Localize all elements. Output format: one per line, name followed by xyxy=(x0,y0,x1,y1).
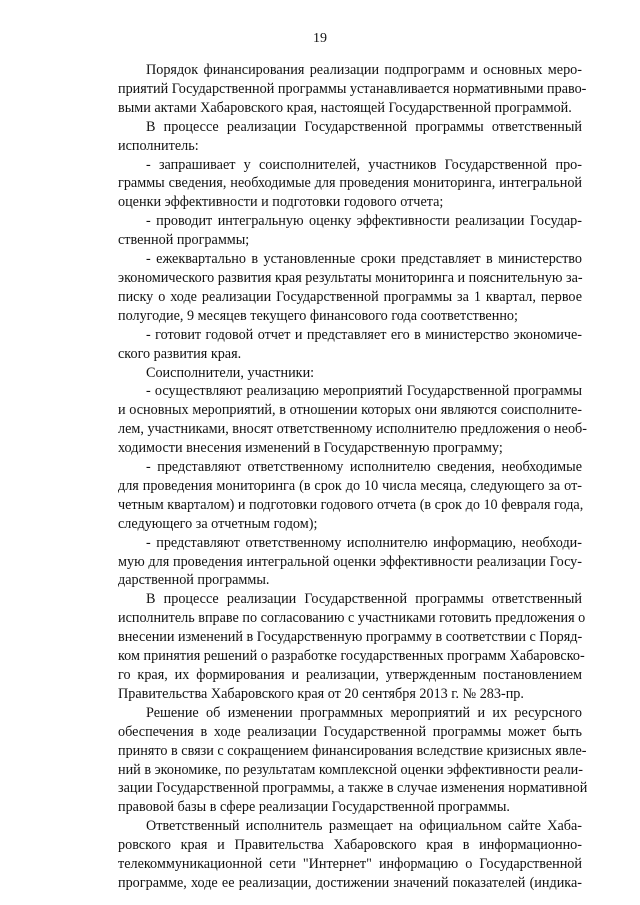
text-line: ского развития края. xyxy=(118,345,242,362)
paragraph xyxy=(118,458,582,534)
text-line: - ежеквартально в установленные сроки представляет в министерство xyxy=(146,251,582,268)
text-line: принято в связи с сокращением финансирования вследствие кризисных явле- xyxy=(118,742,587,759)
text-line: выми актами Хабаровского края, настоящей Государственной программой. xyxy=(118,99,572,116)
text-line: следующего за отчетным годом); xyxy=(118,515,318,532)
text-line: - готовит годовой отчет и представляет его в министерство экономиче- xyxy=(146,326,582,343)
text-line: - представляют ответственному исполнителю информацию, необходи- xyxy=(146,534,582,551)
paragraph xyxy=(118,250,582,326)
text-line: приятий Государственной программы устанавливается нормативными право- xyxy=(118,80,587,97)
text-line: - проводит интегральную оценку эффективности реализации Государ- xyxy=(146,213,582,230)
text-line: ком принятия решений о разработке государственных программ Хабаровско- xyxy=(118,648,585,665)
text-line: Порядок финансирования реализации подпрограмм и основных меро- xyxy=(146,62,582,78)
text-line: - осуществляют реализацию мероприятий Государственной программы xyxy=(146,383,582,400)
text-line: - представляют ответственному исполнителю сведения, необходимые xyxy=(146,459,582,476)
text-line: ходимости внесения изменений в Государственную программу; xyxy=(118,440,503,457)
paragraph xyxy=(118,156,582,213)
text-line: писку о ходе реализации Государственной программы за 1 квартал, первое xyxy=(118,288,582,305)
text-line: экономического развития края результаты мониторинга и пояснительную за- xyxy=(118,269,583,286)
paragraph xyxy=(118,326,582,364)
paragraph xyxy=(118,590,586,703)
text-line: ственной программы; xyxy=(118,232,250,249)
text-line: мую для проведения интегральной оценки эффективности реализации Госу- xyxy=(118,553,582,570)
text-line: Ответственный исполнитель размещает на официальном сайте Хаба- xyxy=(146,818,582,835)
paragraph xyxy=(118,364,582,383)
text-line: обеспечения в ходе реализации Государственной программы может быть xyxy=(118,723,582,740)
paragraph xyxy=(118,382,587,458)
body-text xyxy=(118,61,588,893)
text-line: лем, участниками, вносят ответственному исполнителю предложения о необ- xyxy=(118,421,587,438)
text-line: четным кварталом) и подготовки годового отчета (в срок до 10 февраля года, xyxy=(118,496,584,513)
text-line: программе, ходе ее реализации, достижении значений показателей (индика- xyxy=(118,874,582,891)
text-line: и основных мероприятий, в отношении которых они являются соисполните- xyxy=(118,402,582,419)
paragraph xyxy=(118,534,582,591)
text-line: В процессе реализации Государственной программы ответственный xyxy=(146,118,582,135)
text-line: - запрашивает у соисполнителей, участников Государственной про- xyxy=(146,156,582,173)
text-line: внесении изменений в Государственную программу в соответствии с Поряд- xyxy=(118,629,583,646)
text-line: полугодие, 9 месяцев текущего финансового года соответственно; xyxy=(118,307,518,324)
text-line: исполнитель: xyxy=(118,137,199,154)
text-line: ний в экономике, по результатам комплексной оценки эффективности реали- xyxy=(118,761,583,778)
text-line: телекоммуникационной сети "Интернет" информацию о Государственной xyxy=(118,856,582,873)
text-line: дарственной программы. xyxy=(118,572,270,589)
text-line: граммы сведения, необходимые для проведения мониторинга, интегральной xyxy=(118,175,582,192)
text-line: оценки эффективности и подготовки годового отчета; xyxy=(118,194,444,211)
paragraph xyxy=(118,118,582,156)
page-number: 19 xyxy=(313,31,327,46)
paragraph xyxy=(118,817,582,893)
text-line: В процессе реализации Государственной программы ответственный xyxy=(146,591,582,608)
text-line: го края, их формирования и реализации, утвержденным постановлением xyxy=(118,667,582,683)
text-line: Решение об изменении программных мероприятий и их ресурсного xyxy=(146,704,582,721)
text-line: ровского края и Правительства Хабаровского края в информационно- xyxy=(118,837,582,854)
text-line: исполнитель вправе по согласованию с участниками готовить предложения о xyxy=(118,610,586,627)
text-line: зации Государственной программы, а также в случае изменения нормативной xyxy=(118,780,588,797)
paragraph xyxy=(118,212,582,250)
paragraph xyxy=(118,61,587,118)
text-line: Правительства Хабаровского края от 20 сентября 2013 г. № 283-пр. xyxy=(118,685,524,702)
text-line: правовой базы в сфере реализации Государственной программы. xyxy=(118,799,510,816)
text-line: Соисполнители, участники: xyxy=(146,364,315,381)
paragraph xyxy=(118,704,588,817)
text-line: для проведения мониторинга (в срок до 10 числа месяца, следующего за от- xyxy=(118,477,582,494)
